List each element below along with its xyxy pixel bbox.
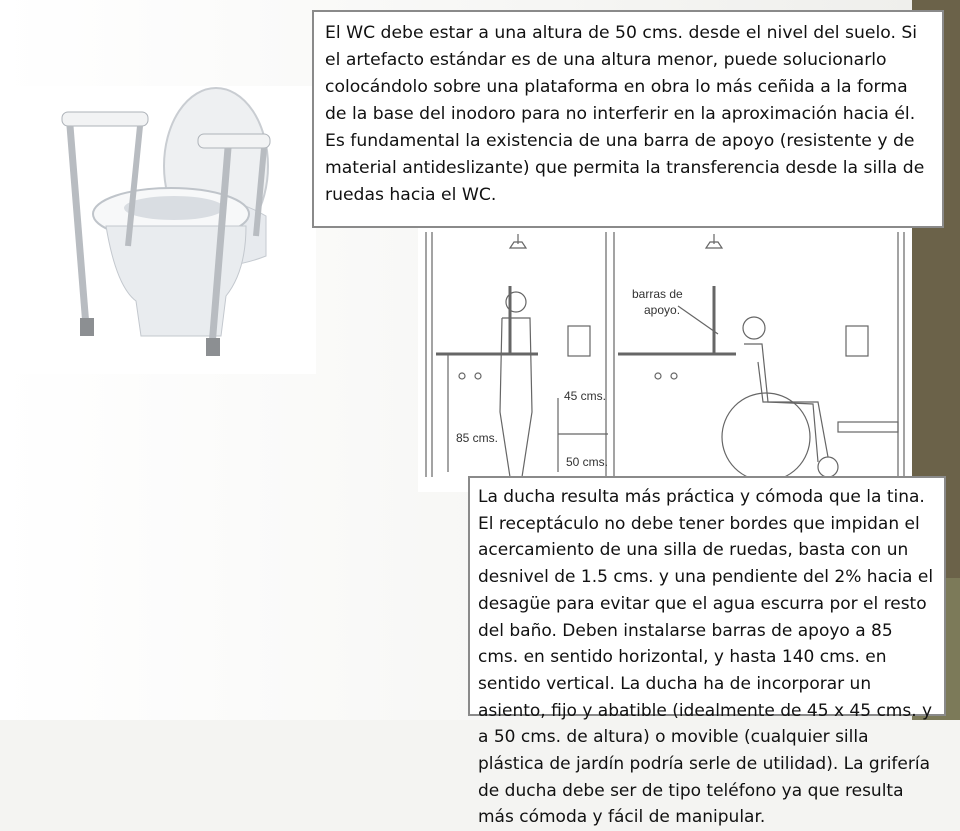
shower-textbox: La ducha resulta más práctica y cómoda que la tina. El receptáculo no debe tener bordes que impidan el acercamiento de una silla de ruedas, basta con un desnivel de 1.5 cms. y una pendiente del 2% hacia el desagüe para evitar que el agua escurra por el resto del baño. Deben instalarse barras de apoyo a 85 cms. en sentido horizontal, y hasta 140 cms. en sentido vertical. La ducha ha de incorporar un asiento, fijo y abatible (idealmente de 45 x 45 cms. y a 50 cms. de altura) o movible (cualquier silla plástica de jardín podría serle de utilidad). La grifería de ducha debe ser de tipo teléfono ya que resulta más cómoda y fácil de manipular.: [468, 476, 946, 716]
dimension-85cms: 85 cms.: [456, 431, 499, 445]
label-apoyo: apoyo.: [644, 303, 681, 317]
label-barras-de: barras de: [632, 287, 683, 301]
dimension-50cms: 50 cms.: [566, 455, 609, 469]
toilet-safety-frame-photo: [16, 86, 316, 374]
shower-diagram-illustration: [418, 222, 912, 492]
wc-height-textbox: El WC debe estar a una altura de 50 cms. desde el nivel del suelo. Si el artefacto estándar es de una altura menor, puede solucionarlo colocándolo sobre una plataforma en obra lo más ceñida a la forma de la base del inodoro para no interferir en la aproximación hacia él. Es fundamental la existencia de una barra de apoyo (resistente y de material antideslizante) que permita la transferencia desde la silla de ruedas hacia el WC.: [312, 10, 944, 228]
accessible-shower-diagram: [418, 222, 912, 492]
dimension-45cms: 45 cms.: [564, 389, 607, 403]
toilet-illustration: [16, 86, 316, 374]
